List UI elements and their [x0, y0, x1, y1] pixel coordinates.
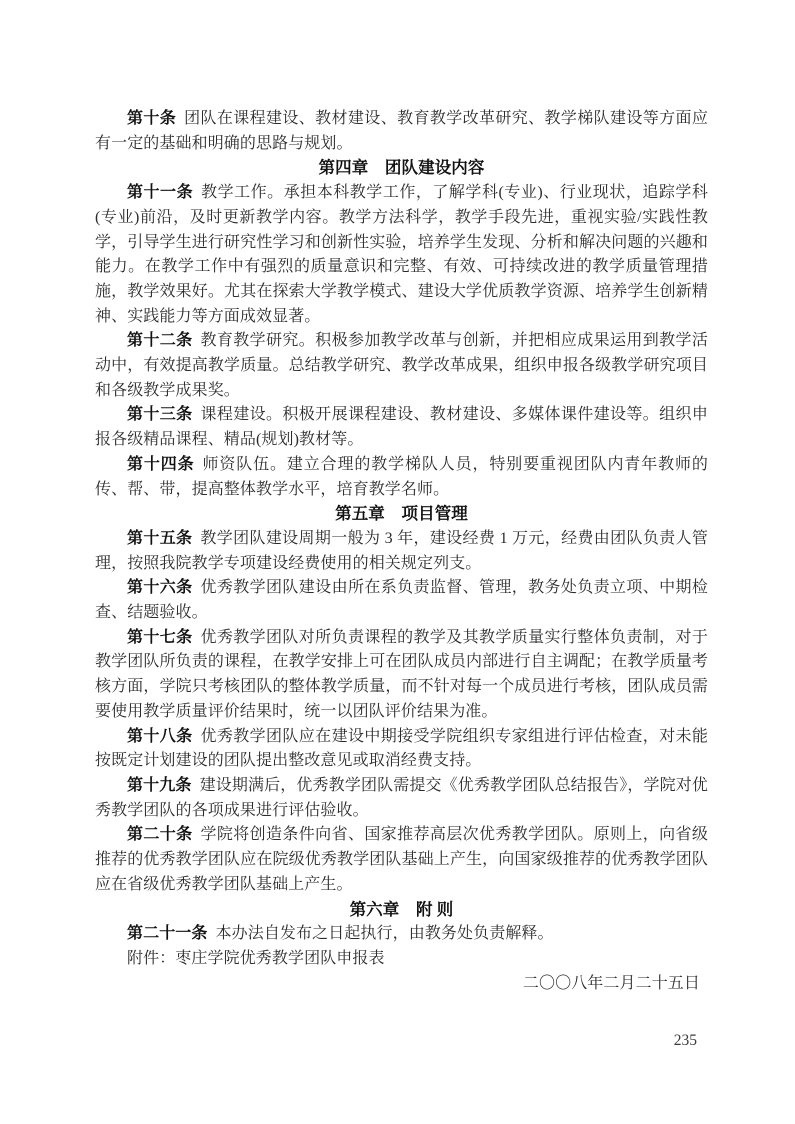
article-12-label: 第十二条	[127, 332, 193, 350]
article-10-text: 团队在课程建设、教材建设、教育教学改革研究、教学梯队建设等方面应有一定的基础和明确的思路与规划。	[95, 110, 708, 152]
article-18	[95, 725, 708, 774]
article-11	[95, 181, 708, 329]
article-16	[95, 576, 708, 625]
article-11-text: 教学工作。承担本科教学工作，了解学科(专业)、行业现状，追踪学科(专业)前沿，及时更新教学内容。教学方法科学，教学手段先进，重视实验/实践性教学，引导学生进行研究性学习和创新性实验，培养学生发现、分析和解决问题的兴趣和能力。在教学工作中有强烈的质量意识和完整、有效、可持续改进的教学质量管理措施，教学效果好。尤其在探索大学教学模式、建设大学优质教学资源、培养学生创新精神、实践能力等方面成效显著。	[95, 184, 709, 325]
article-17	[95, 626, 708, 725]
article-12	[95, 329, 708, 403]
chapter-6-heading: 第六章 附 则	[349, 899, 454, 919]
attachment-line: 附件：枣庄学院优秀教学团队申报表	[127, 949, 385, 967]
article-16-label: 第十六条	[127, 579, 193, 597]
article-17-label: 第十七条	[127, 628, 193, 646]
article-16-text: 优秀教学团队建设由所在系负责监督、管理，教务处负责立项、中期检查、结题验收。	[95, 579, 709, 622]
article-14-text: 师资队伍。建立合理的教学梯队人员，特别要重视团队内青年教师的传、帮、带，提高整体教学水平，培育教学名师。	[95, 455, 708, 498]
article-10-label: 第十条	[127, 110, 177, 127]
article-19	[95, 774, 708, 823]
document-body	[95, 107, 708, 996]
article-15	[95, 527, 708, 576]
page-number: 235	[673, 1032, 697, 1049]
article-13	[95, 403, 708, 452]
article-18-text: 优秀教学团队应在建设中期接受学院组织专家组进行评估检查，对未能按既定计划建设的团队提出整改意见或取消经费支持。	[95, 727, 709, 770]
article-19-text: 建设期满后，优秀教学团队需提交《优秀教学团队总结报告》，学院对优秀教学团队的各项成果进行评估验收。	[95, 776, 708, 819]
article-13-label: 第十三条	[127, 406, 193, 424]
chapter-4-heading: 第四章 团队建设内容	[318, 158, 485, 178]
article-20-text: 学院将创造条件向省、国家推荐高层次优秀教学团队。原则上，向省级推荐的优秀教学团队应在院级优秀教学团队基础上产生，向国家级推荐的优秀教学团队应在省级优秀教学团队基础上产生。	[95, 826, 709, 893]
article-17-text: 优秀教学团队对所负责课程的教学及其教学质量实行整体负责制，对于教学团队所负责的课程，在教学安排上可在团队成员内部进行自主调配；在教学质量考核方面，学院只考核团队的整体教学质量，而不针对每一个成员进行考核，团队成员需要使用教学质量评价结果时，统一以团队评价结果为准。	[95, 628, 709, 720]
article-15-text: 教学团队建设周期一般为 3 年，建设经费 1 万元，经费由团队负责人管理，按照我院教学专项建设经费使用的相关规定列支。	[95, 529, 708, 572]
article-15-label: 第十五条	[127, 529, 193, 547]
article-10	[95, 107, 708, 156]
article-14	[95, 453, 708, 502]
article-21-text: 本办法自发布之日起执行，由教务处负责解释。	[215, 925, 554, 943]
date-line: 二〇〇八年二月二十五日	[522, 974, 700, 992]
article-20	[95, 823, 708, 897]
article-14-label: 第十四条	[127, 455, 195, 473]
article-12-text: 教育教学研究。积极参加教学改革与创新，并把相应成果运用到教学活动中，有效提高教学质量。总结教学研究、教学改革成果，组织申报各级教学研究项目和各级教学成果奖。	[95, 332, 709, 399]
article-18-label: 第十八条	[127, 727, 193, 745]
article-20-label: 第二十条	[127, 826, 193, 844]
chapter-5-heading: 第五章 项目管理	[335, 504, 468, 524]
article-21-label: 第二十一条	[127, 925, 208, 943]
article-11-label: 第十一条	[127, 184, 194, 202]
article-13-text: 课程建设。积极开展课程建设、教材建设、多媒体课件建设等。组织申报各级精品课程、精品(规划)教材等。	[95, 406, 709, 449]
article-19-label: 第十九条	[127, 776, 192, 794]
article-21	[95, 922, 708, 947]
